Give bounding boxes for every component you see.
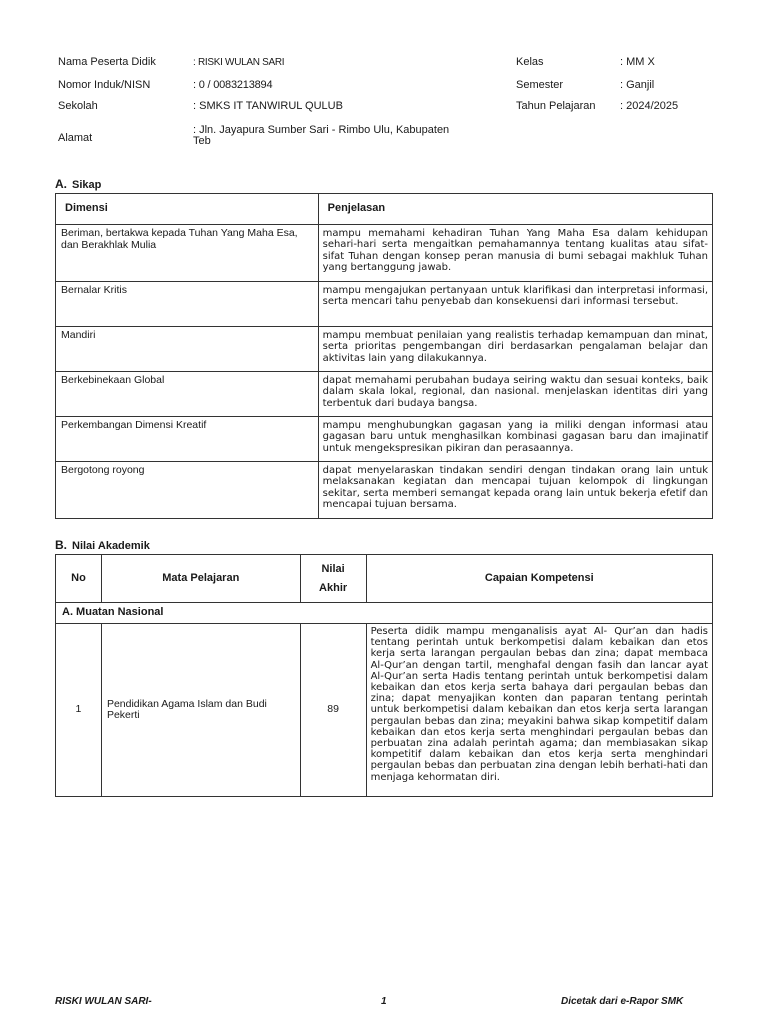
value-nama: : RISKI WULAN SARI: [193, 57, 285, 68]
nilai-header-no: No: [56, 555, 102, 603]
sikap-penjelasan: mampu membuat penilaian yang realistis terhadap kemampuan dan minat, serta prioritas pengembangan diri berdasarkan pengalaman belajar dan aktivitas lain yang dilakukannya.: [318, 327, 712, 372]
nilai-akhir: 89: [300, 624, 366, 797]
nilai-header-nilai: [300, 555, 366, 603]
nilai-mapel: Pendidikan Agama Islam dan Budi Pekerti: [101, 624, 300, 797]
sikap-table: [55, 193, 713, 519]
table-row: [56, 417, 713, 462]
footer-student: RISKI WULAN SARI-: [55, 996, 152, 1007]
sikap-header-row: [56, 194, 713, 225]
value-semester: : Ganjil: [620, 79, 655, 91]
label-kelas: Kelas: [516, 56, 544, 68]
label-sekolah: Sekolah: [58, 100, 98, 112]
label-nama: Nama Peserta Didik: [58, 56, 156, 68]
value-alamat-line2: Teb: [193, 135, 211, 147]
nilai-no: 1: [56, 624, 102, 797]
label-nisn: Nomor Induk/NISN: [58, 79, 151, 91]
table-row: [56, 372, 713, 417]
section-b-title: [55, 538, 150, 552]
sikap-penjelasan: mampu mengajukan pertanyaan untuk klarifikasi dan interpretasi informasi, serta mencari tahu penyebab dan konsekuensi dari informasi tersebut.: [318, 282, 712, 327]
sikap-dimensi: Bergotong royong: [56, 462, 319, 519]
value-nisn: : 0 / 0083213894: [193, 79, 273, 91]
section-a-letter: A.: [55, 177, 67, 191]
table-row: [56, 327, 713, 372]
section-b-label: Nilai Akademik: [72, 540, 150, 552]
sikap-dimensi: Beriman, bertakwa kepada Tuhan Yang Maha Esa, dan Berakhlak Mulia: [56, 225, 319, 282]
label-tahun: Tahun Pelajaran: [516, 100, 596, 112]
nilai-header-capaian: Capaian Kompetensi: [366, 555, 712, 603]
sikap-dimensi: Bernalar Kritis: [56, 282, 319, 327]
nilai-header-nilai-line1: Nilai: [321, 562, 345, 575]
section-a-title: [55, 177, 101, 191]
value-alamat-line1: : Jln. Jayapura Sumber Sari - Rimbo Ulu, Kabupaten: [193, 124, 450, 136]
sikap-dimensi: Berkebinekaan Global: [56, 372, 319, 417]
table-row: [56, 282, 713, 327]
sikap-header-dimensi: Dimensi: [56, 194, 319, 225]
footer-page-number: 1: [381, 996, 387, 1007]
value-tahun: : 2024/2025: [620, 100, 679, 112]
table-row: [56, 624, 713, 797]
table-row: [56, 225, 713, 282]
sikap-header-penjelasan: Penjelasan: [318, 194, 712, 225]
section-a-label: Sikap: [72, 179, 102, 191]
sikap-dimensi: Mandiri: [56, 327, 319, 372]
value-sekolah: : SMKS IT TANWIRUL QULUB: [193, 100, 343, 112]
value-kelas: : MM X: [620, 56, 655, 68]
nilai-group-row: [56, 603, 713, 624]
sikap-penjelasan: mampu memahami kehadiran Tuhan Yang Maha Esa dalam kehidupan sehari-hari serta mengaitkan pemahamannya tentang kualitas atau sifat-sifat Tuhan dengan konsep peran manusia di bumi sebagai makhluk Tuhan yang bertanggung jawab.: [318, 225, 712, 282]
nilai-capaian: Peserta didik mampu menganalisis ayat Al- Qur’an dan hadis tentang perintah untuk berkompetisi dalam kebaikan dan etos kerja serta larangan pergaulan bebas dan zina; dapat membaca Al-Qur’an dengan tartil, menghafal dengan fasih dan lancar ayat Al-Qur’an serta Hadis tentang perintah untuk berkompetisi dalam kebaikan dan etos kerja serta bahaya dari pergaulan bebas dan zina; dapat menyajikan konten dan paparan tentang perintah untuk berkompetisi dalam kebaikan dan etos kerja serta larangan pergaulan bebas dan zina; meyakini bahwa sikap kompetitif dalam kebaikan dan etos kerja serta menghindari pergaulan bebas dan perbuatan zina adalah perintah agama; dan membiasakan sikap kompetitif dalam kebaikan dan etos kerja serta menghindari pergaulan bebas dan perbuatan zina dengan lebih berhati-hati dan menjaga kehormatan diri.: [366, 624, 712, 797]
sikap-dimensi: Perkembangan Dimensi Kreatif: [56, 417, 319, 462]
nilai-table: [55, 554, 713, 797]
section-b-letter: B.: [55, 538, 67, 552]
footer-printed-from: Dicetak dari e-Rapor SMK: [561, 996, 684, 1007]
nilai-header-row: [56, 555, 713, 603]
label-semester: Semester: [516, 79, 564, 91]
label-alamat: Alamat: [58, 132, 93, 144]
sikap-penjelasan: mampu menghubungkan gagasan yang ia miliki dengan informasi atau gagasan baru untuk menghasilkan kombinasi gagasan baru dan imajinatif untuk mengekspresikan pikiran dan perasaannya.: [318, 417, 712, 462]
sikap-penjelasan: dapat menyelaraskan tindakan sendiri dengan tindakan orang lain untuk melaksanakan kegiatan dan mencapai tujuan kelompok di lingkungan sekitar, serta memberi semangat kepada orang lain untuk bekerja efetif dan mencapai tujuan bersama.: [318, 462, 712, 519]
group-muatan-nasional: A. Muatan Nasional: [56, 603, 713, 624]
nilai-header-mapel: Mata Pelajaran: [101, 555, 300, 603]
nilai-header-nilai-line2: Akhir: [319, 581, 348, 594]
sikap-penjelasan: dapat memahami perubahan budaya seiring waktu dan sesuai konteks, baik dalam skala lokal, regional, dan nasional. menjelaskan identitas diri yang terbentuk dari budaya bangsa.: [318, 372, 712, 417]
value-alamat: [193, 125, 453, 147]
table-row: [56, 462, 713, 519]
